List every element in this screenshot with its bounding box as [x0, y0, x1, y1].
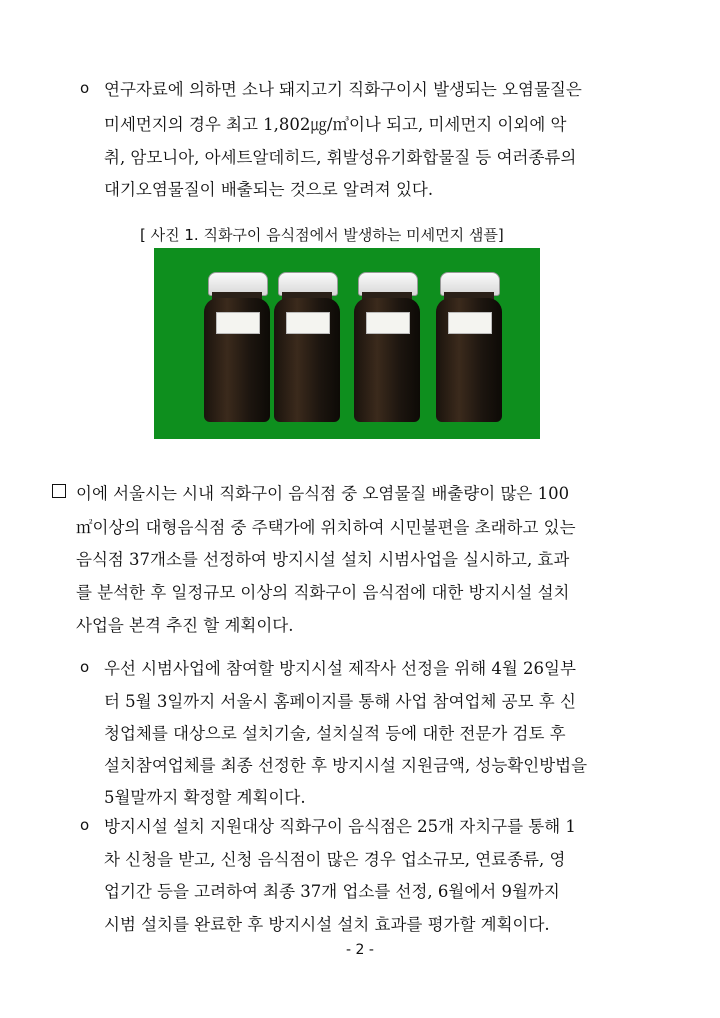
sample-bottle: [274, 272, 340, 422]
para4-line-2: 차 신청을 받고, 신청 음식점이 많은 경우 업소규모, 연료종류, 영: [104, 850, 566, 869]
bottle-label: [286, 312, 330, 334]
bottle-label: [448, 312, 492, 334]
para2-line-3: 음식점 37개소를 선정하여 방지시설 설치 시범사업을 실시하고, 효과: [76, 550, 570, 569]
bullet-circle: o: [80, 79, 90, 97]
para2-line-4: 를 분석한 후 일정규모 이상의 직화구이 음식점에 대한 방지시설 설치: [76, 583, 570, 602]
bullet-circle: o: [80, 658, 90, 676]
bottle-label: [216, 312, 260, 334]
para2-line-2: ㎡이상의 대형음식점 중 주택가에 위치하여 시민불편을 초래하고 있는: [76, 518, 576, 537]
bullet-square: [52, 484, 66, 498]
para3-line-5: 5월말까지 확정할 계획이다.: [104, 788, 306, 807]
sample-bottles-photo: [154, 248, 540, 439]
para3-line-1: 우선 시범사업에 참여할 방지시설 제작사 선정을 위해 4월 26일부: [104, 659, 576, 678]
bottle-label: [366, 312, 410, 334]
bullet-circle: o: [80, 816, 90, 834]
para2-line-1: 이에 서울시는 시내 직화구이 음식점 중 오염물질 배출량이 많은 100: [76, 484, 570, 503]
sample-bottle: [354, 272, 420, 422]
para3-line-4: 설치참여업체를 최종 선정한 후 방지시설 지원금액, 성능확인방법을: [104, 756, 588, 775]
sample-bottle: [436, 272, 502, 422]
para1-line-4: 대기오염물질이 배출되는 것으로 알려져 있다.: [104, 180, 434, 199]
para1-line-1: 연구자료에 의하면 소나 돼지고기 직화구이시 발생되는 오염물질은: [104, 80, 582, 99]
para4-line-3: 업기간 등을 고려하여 최종 37개 업소를 선정, 6월에서 9월까지: [104, 882, 560, 901]
page-number: - 2 -: [346, 942, 374, 958]
para1-line-3: 취, 암모니아, 아세트알데히드, 휘발성유기화합물질 등 여러종류의: [104, 148, 577, 167]
sample-bottle: [204, 272, 270, 422]
para2-line-5: 사업을 본격 추진 할 계획이다.: [76, 616, 294, 635]
para1-line-2: 미세먼지의 경우 최고 1,802㎍/㎥이나 되고, 미세먼지 이외에 악: [104, 115, 567, 134]
photo-caption: [ 사진 1. 직화구이 음식점에서 발생하는 미세먼지 샘플]: [140, 226, 504, 244]
para3-line-2: 터 5월 3일까지 서울시 홈페이지를 통해 사업 참여업체 공모 후 신: [104, 692, 576, 711]
para4-line-4: 시범 설치를 완료한 후 방지시설 설치 효과를 평가할 계획이다.: [104, 915, 550, 934]
para4-line-1: 방지시설 설치 지원대상 직화구이 음식점은 25개 자치구를 통해 1: [104, 817, 576, 836]
para3-line-3: 청업체를 대상으로 설치기술, 설치실적 등에 대한 전문가 검토 후: [104, 724, 566, 743]
